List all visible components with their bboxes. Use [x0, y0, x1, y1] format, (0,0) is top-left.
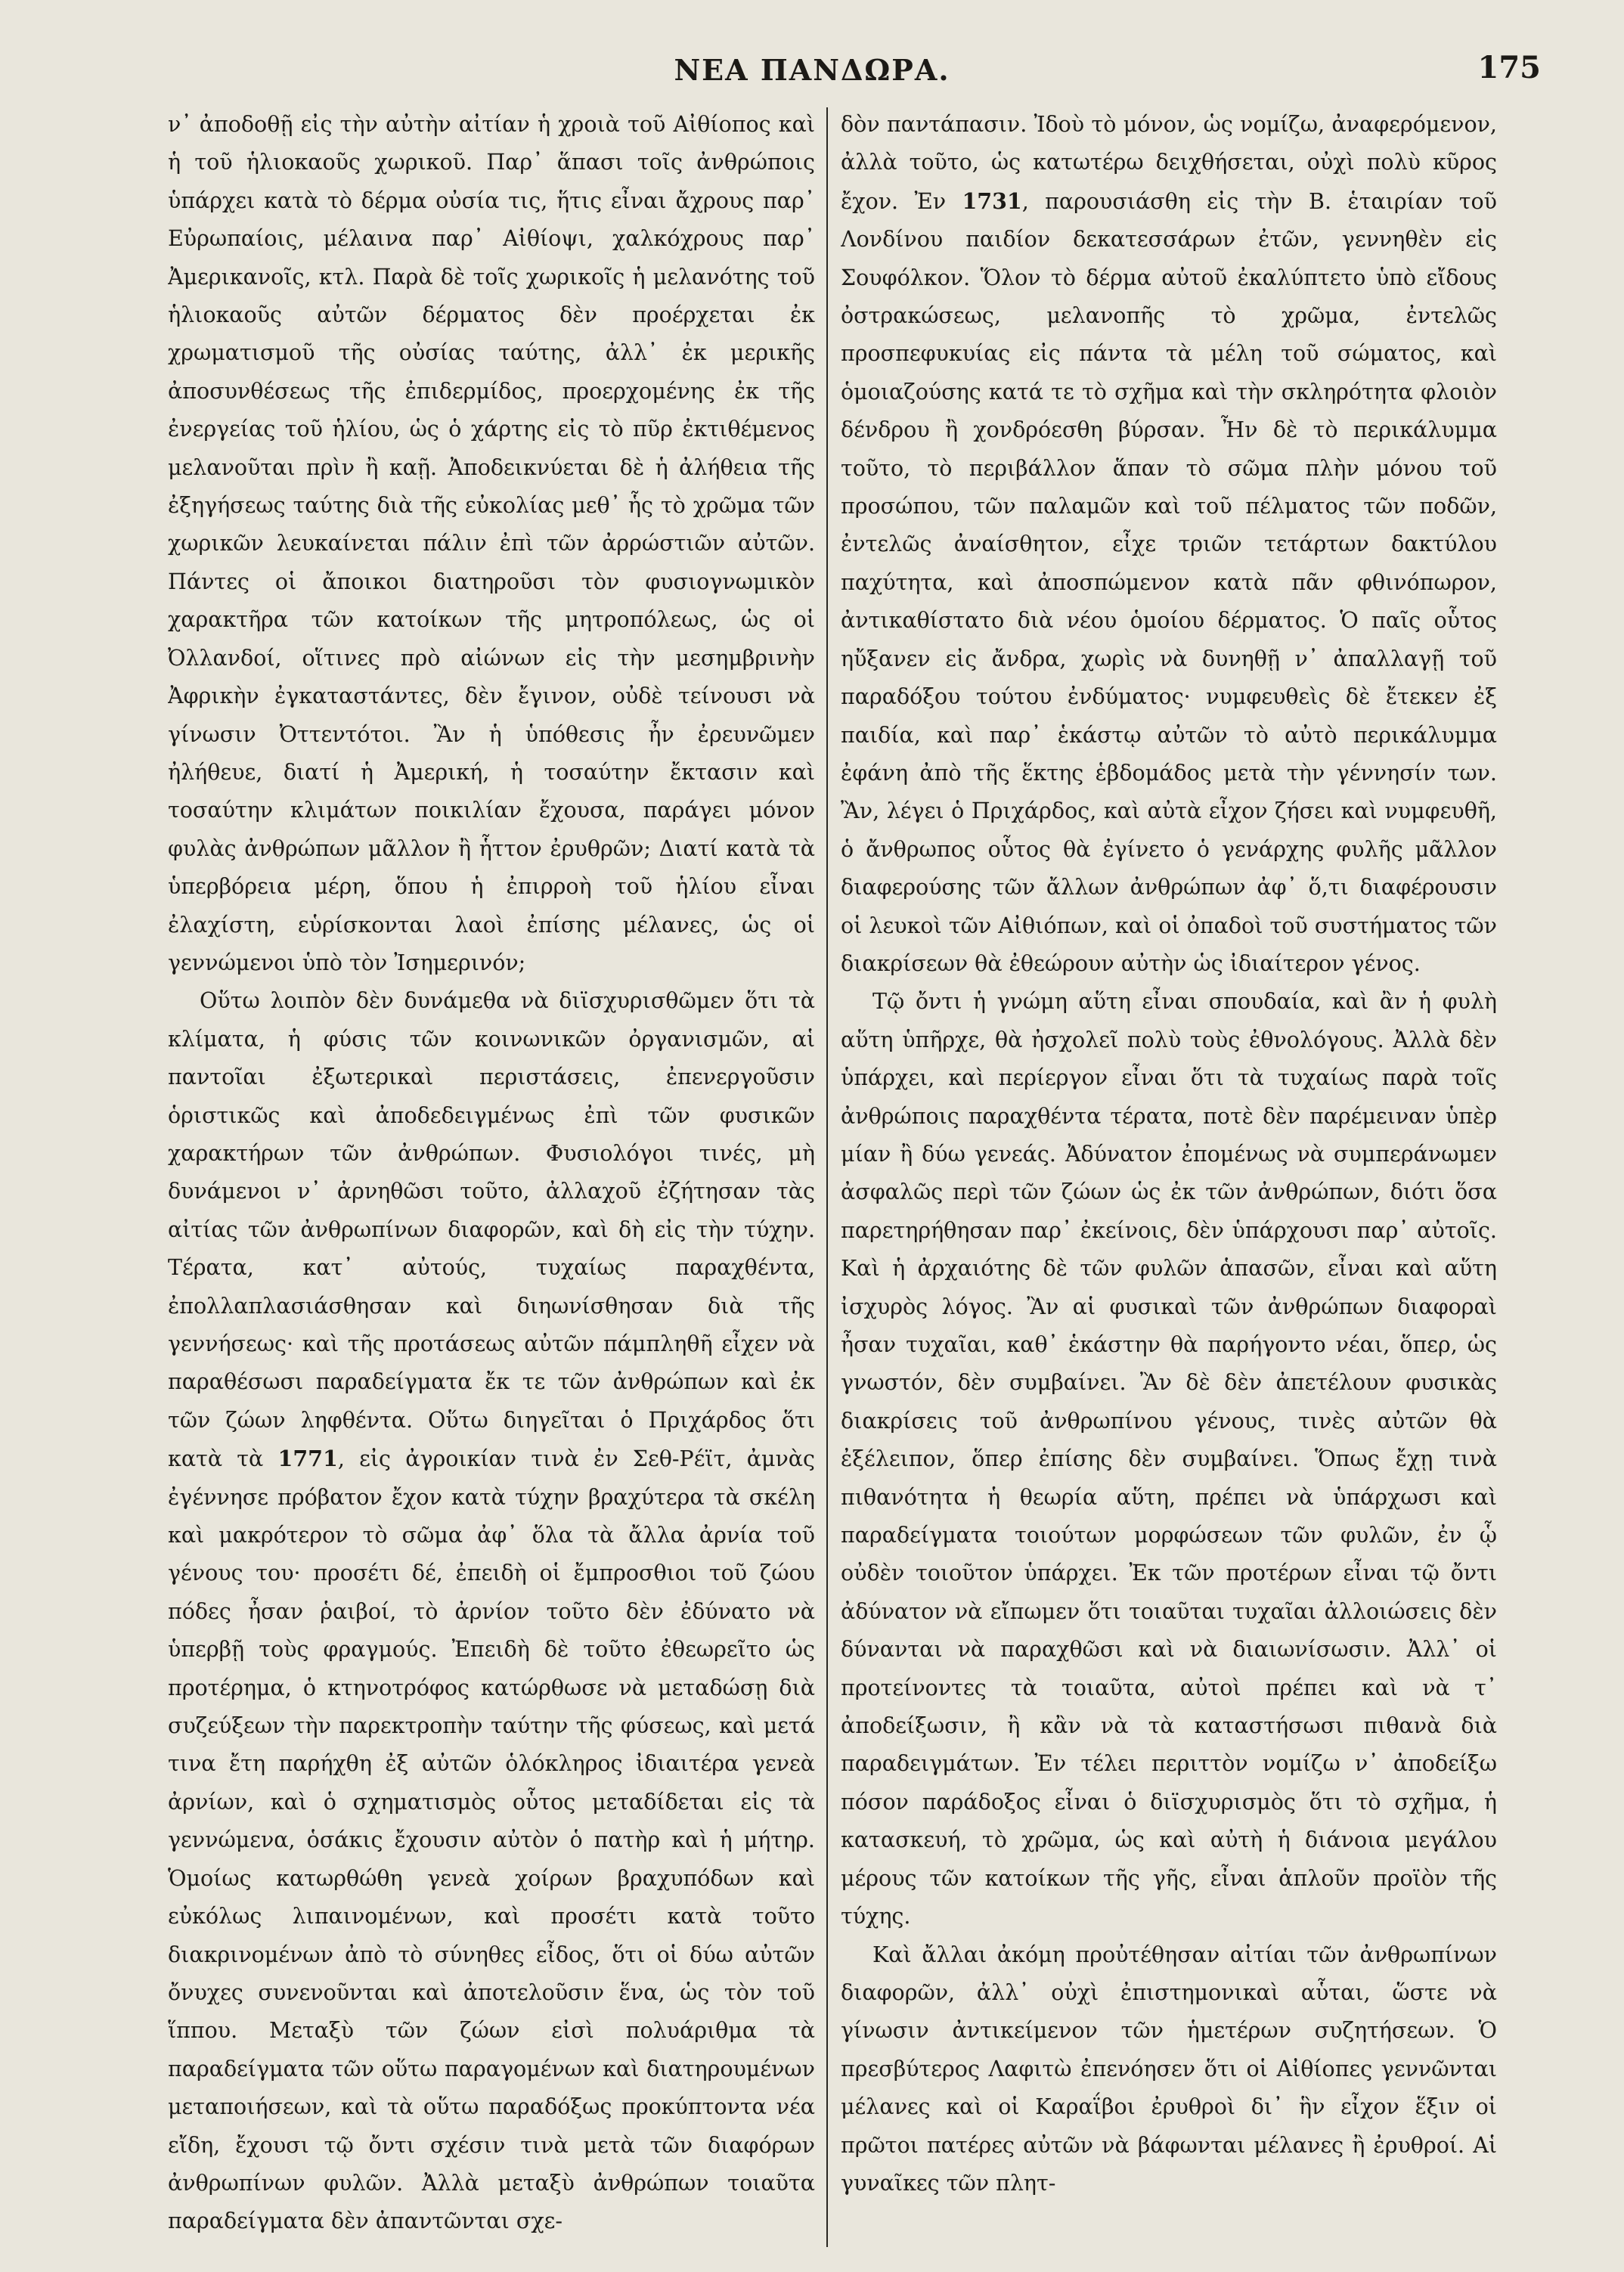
paragraph [841, 1936, 1497, 2203]
left-column [168, 106, 815, 2246]
paragraph [168, 106, 815, 982]
column-divider [826, 107, 828, 2247]
paragraph-text: Τῷ ὄντι ἡ γνώμη αὕτη εἶναι σπουδαία, καὶ ἂν ἡ φυλὴ αὕτη ὑπῆρχε, θὰ ἠσχολεῖ πολὺ τοὺς ἐθνολόγους. Ἀλλὰ δὲν ὑπάρχει, καὶ περίεργον εἶναι ὅτι τὰ τυχαίως παρὰ τοῖς ἀνθρώποις παραχθέντα τέρατα, ποτὲ δὲν παρέμειναν ὑπὲρ μίαν ἢ δύω γενεάς. Ἀδύνατον ἐπομένως νὰ συμπεράνωμεν ἀσφαλῶς περὶ τῶν ζώων ὡς ἐκ τῶν ἀνθρώπων, διότι ὅσα παρετηρήθησαν παρ᾽ ἐκείνοις, δὲν ὑπάρχουσι παρ᾽ αὐτοῖς. Καὶ ἡ ἀρχαιότης δὲ τῶν φυλῶν ἁπασῶν, εἶναι καὶ αὕτη ἰσχυρὸς λόγος. Ἂν αἱ φυσικαὶ τῶν ἀνθρώπων διαφοραὶ ἦσαν τυχαῖαι, καθ᾽ ἑκάστην θὰ παρήγοντο νέαι, ὅπερ, ὡς γνωστόν, δὲν συμβαίνει. Ἂν δὲ δὲν ἀπετέλουν φυσικὰς διακρίσεις τοῦ ἀνθρωπίνου γένους, τινὲς αὐτῶν θὰ ἐξέλειπον, ὅπερ ἐπίσης δὲν συμβαίνει. Ὅπως ἔχῃ τινὰ πιθανότητα ἡ θεωρία αὕτη, πρέπει νὰ ὑπάρχωσι καὶ παραδείγματα τοιούτων μορφώσεων τῶν φυλῶν, ἐν ᾧ οὐδὲν τοιοῦτον ὑπάρχει. Ἐκ τῶν προτέρων εἶναι τῷ ὄντι ἀδύνατον νὰ εἴπωμεν ὅτι τοιαῦται τυχαῖαι ἀλλοιώσεις δὲν δύνανται νὰ παραχθῶσι καὶ νὰ διαιωνίσωσιν. Ἀλλ᾽ οἱ προτείνοντες τὰ τοιαῦτα, αὐτοὶ πρέπει καὶ νὰ τ᾽ ἀποδείξωσιν, ἢ κἂν νὰ τὰ καταστήσωσι πιθανὰ διὰ παραδειγμάτων. Ἐν τέλει περιττὸν νομίζω ν᾽ ἀποδείξω πόσον παράδοξος εἶναι ὁ διϊσχυρισμὸς ὅτι τὸ σχῆμα, ἡ κατασκευή, τὸ χρῶμα, ὡς καὶ αὐτὴ ἡ διάνοια μεγάλου μέρους τῶν κατοίκων τῆς γῆς, εἶναι ἁπλοῦν προϊὸν τῆς τύχης. [841, 989, 1497, 1929]
year-1771: 1771 [277, 1446, 338, 1472]
page-number: 175 [1477, 50, 1541, 85]
right-column [841, 106, 1497, 2246]
paragraph [841, 106, 1497, 983]
paragraph [841, 983, 1497, 1936]
paragraph-text: , παρουσιάσθη εἰς τὴν Β. ἑταιρίαν τοῦ Λονδίνου παιδίον δεκατεσσάρων ἐτῶν, γεννηθὲν εἰς Σουφόλκον. Ὅλον τὸ δέρμα αὐτοῦ ἐκαλύπτετο ὑπὸ εἴδους ὀστρακώσεως, μελανοπῆς τὸ χρῶμα, ἐντελῶς προσπεφυκυίας εἰς πάντα τὰ μέλη τοῦ σώματος, καὶ ὁμοιαζούσης κατά τε τὸ σχῆμα καὶ τὴν σκληρότητα φλοιὸν δένδρου ἢ χονδρόεσθη βύρσαν. Ἦν δὲ τὸ περικάλυμμα τοῦτο, τὸ περιβάλλον ἅπαν τὸ σῶμα πλὴν μόνου τοῦ προσώπου, τῶν παλαμῶν καὶ τοῦ πέλματος τῶν ποδῶν, ἐντελῶς ἀναίσθητον, εἶχε τριῶν τετάρτων δακτύλου παχύτητα, καὶ ἀποσπώμενον κατὰ πᾶν φθινόπωρον, ἀντικαθίστατο διὰ νέου ὁμοίου δέρματος. Ὁ παῖς οὗτος ηὔξανεν εἰς ἄνδρα, χωρὶς νὰ δυνηθῇ ν᾽ ἀπαλλαγῇ τοῦ παραδόξου τούτου ἐνδύματος· νυμφευθεὶς δὲ ἔτεκεν ἐξ παιδία, καὶ παρ᾽ ἑκάστῳ αὐτῶν τὸ αὐτὸ περικάλυμμα ἐφάνη ἀπὸ τῆς ἕκτης ἑβδομάδος μετὰ τὴν γέννησίν των. Ἂν, λέγει ὁ Πριχάρδος, καὶ αὐτὰ εἶχον ζήσει καὶ νυμφευθῆ, ὁ ἄνθρωπος οὗτος θὰ ἐγίνετο ὁ γενάρχης φυλῆς μᾶλλον διαφερούσης τῶν ἄλλων ἀνθρώπων ἀφ᾽ ὅ,τι διαφέρουσιν οἱ λευκοὶ τῶν Αἰθιόπων, καὶ οἱ ὀπαδοὶ τοῦ συστήματος τῶν διακρίσεων θὰ ἐθεώρουν αὐτὴν ὡς ἰδιαίτερον γένος. [841, 188, 1497, 976]
paragraph [168, 982, 815, 2240]
paragraph-text: , εἰς ἀγροικίαν τινὰ ἐν Σεθ-Ρέϊτ, ἀμνὰς ἐγέννησε πρόβατον ἔχον κατὰ τύχην βραχύτερα τὰ σκέλη καὶ μακρότερον τὸ σῶμα ἀφ᾽ ὅλα τὰ ἄλλα ἀρνία τοῦ γένους του· προσέτι δέ, ἐπειδὴ οἱ ἔμπροσθιοι τοῦ ζώου πόδες ἦσαν ῥαιβοί, τὸ ἀρνίον τοῦτο δὲν ἐδύνατο νὰ ὑπερβῇ τοὺς φραγμούς. Ἐπειδὴ δὲ τοῦτο ἐθεωρεῖτο ὡς προτέρημα, ὁ κτηνοτρόφος κατώρθωσε νὰ μεταδώσῃ διὰ συζεύξεων τὴν παρεκτροπὴν ταύτην τῆς φύσεως, καὶ μετά τινα ἔτη παρήχθη ἐξ αὐτῶν ὁλόκληρος ἰδιαιτέρα γενεὰ ἀρνίων, καὶ ὁ σχηματισμὸς οὗτος μεταδίδεται εἰς τὰ γεννώμενα, ὁσάκις ἔχουσιν αὐτὸν ὁ πατὴρ καὶ ἡ μήτηρ. Ὁμοίως κατωρθώθη γενεὰ χοίρων βραχυπόδων καὶ εὐκόλως λιπαινομένων, καὶ προσέτι κατὰ τοῦτο διακρινομένων ἀπὸ τὸ σύνηθες εἶδος, ὅτι οἱ δύω αὐτῶν ὄνυχες συνενοῦνται καὶ ἀποτελοῦσιν ἕνα, ὡς τὸν τοῦ ἵππου. Μεταξὺ τῶν ζώων εἰσὶ πολυάριθμα τὰ παραδείγματα τῶν οὕτω παραγομένων καὶ διατηρουμένων μεταποιήσεων, καὶ τὰ οὕτω παραδόξως προκύπτοντα νέα εἴδη, ἔχουσι τῷ ὄντι σχέσιν τινὰ μετὰ τῶν διαφόρων ἀνθρωπίνων φυλῶν. Ἀλλὰ μεταξὺ ἀνθρώπων τοιαῦτα παραδείγματα δὲν ἀπαντῶνται σχε- [168, 1446, 815, 2234]
paragraph-text: δὸν παντάπασιν. Ἰδοὺ τὸ μόνον, ὡς νομίζω, ἀναφερόμενον, ἀλλὰ τοῦτο, ὡς κατωτέρω δειχθήσεται, οὐχὶ πολὺ κῦρος ἔχον. Ἐν [841, 112, 1497, 214]
paragraph-text: ν᾽ ἀποδοθῇ εἰς τὴν αὐτὴν αἰτίαν ἡ χροιὰ τοῦ Αἰθίοπος καὶ ἡ τοῦ ἡλιοκαοῦς χωρικοῦ. Παρ᾽ ἅπασι τοῖς ἀνθρώποις ὑπάρχει κατὰ τὸ δέρμα οὐσία τις, ἥτις εἶναι ἄχρους παρ᾽ Εὐρωπαίοις, μέλαινα παρ᾽ Αἰθίοψι, χαλκόχρους παρ᾽ Ἀμερικανοῖς, κτλ. Παρὰ δὲ τοῖς χωρικοῖς ἡ μελανότης τοῦ ἡλιοκαοῦς αὐτῶν δέρματος δὲν προέρχεται ἐκ χρωματισμοῦ τῆς οὐσίας ταύτης, ἀλλ᾽ ἐκ μερικῆς ἀποσυνθέσεως τῆς ἐπιδερμίδος, προερχομένης ἐκ τῆς ἐνεργείας τοῦ ἡλίου, ὡς ὁ χάρτης εἰς τὸ πῦρ ἐκτιθέμενος μελανοῦται πρὶν ἢ καῇ. Ἀποδεικνύεται δὲ ἡ ἀλήθεια τῆς ἐξηγήσεως ταύτης διὰ τῆς εὐκολίας μεθ᾽ ἧς τὸ χρῶμα τῶν χωρικῶν λευκαίνεται πάλιν ἐπὶ τῶν ἀρρώστιῶν αὐτῶν. Πάντες οἱ ἄποικοι διατηροῦσι τὸν φυσιογνωμικὸν χαρακτῆρα τῶν κατοίκων τῆς μητροπόλεως, ὡς οἱ Ὀλλανδοί, οἵτινες πρὸ αἰώνων εἰς τὴν μεσημβρινὴν Ἀφρικὴν ἐγκαταστάντες, δὲν ἔγινον, οὐδὲ τείνουσι νὰ γίνωσιν Ὀττεντότοι. Ἂν ἡ ὑπόθεσις ἦν ἐρευνῶμεν ἠλήθευε, διατί ἡ Ἀμερική, ἡ τοσαύτην ἔκτασιν καὶ τοσαύτην κλιμάτων ποικιλίαν ἔχουσα, παράγει μόνον φυλὰς ἀνθρώπων μᾶλλον ἢ ἧττον ἐρυθρῶν; Διατί κατὰ τὰ ὑπερβόρεια μέρη, ὅπου ἡ ἐπιρροὴ τοῦ ἡλίου εἶναι ἐλαχίστη, εὑρίσκονται λαοὶ ἐπίσης μέλανες, ὡς οἱ γεννώμενοι ὑπὸ τὸν Ἰσημερινόν; [168, 112, 815, 975]
year-1731: 1731 [962, 188, 1022, 214]
paragraph-text: Καὶ ἄλλαι ἀκόμη προὐτέθησαν αἰτίαι τῶν ἀνθρωπίνων διαφορῶν, ἀλλ᾽ οὐχὶ ἐπιστημονικαὶ αὗται, ὥστε νὰ γίνωσιν ἀντικείμενον τῶν ἡμετέρων συζητήσεων. Ὁ πρεσβύτερος Λαφιτὼ ἐπενόησεν ὅτι οἱ Αἰθίοπες γεννῶνται μέλανες καὶ οἱ Καραΐβοι ἐρυθροὶ δι᾽ ἣν εἶχον ἕξιν οἱ πρῶτοι πατέρες αὐτῶν νὰ βάφωνται μέλανες ἢ ἐρυθροί. Αἱ γυναῖκες τῶν πλητ- [841, 1942, 1497, 2196]
page-header-title: ΝΕΑ ΠΑΝΔΩΡΑ. [674, 53, 950, 87]
paragraph-text: Οὕτω λοιπὸν δὲν δυνάμεθα νὰ διϊσχυρισθῶμεν ὅτι τὰ κλίματα, ἡ φύσις τῶν κοινωνικῶν ὀργανισμῶν, αἱ παντοῖαι ἐξωτερικαὶ περιστάσεις, ἐπενεργοῦσιν ὁριστικῶς καὶ ἀποδεδειγμένως ἐπὶ τῶν φυσικῶν χαρακτήρων τῶν ἀνθρώπων. Φυσιολόγοι τινές, μὴ δυνάμενοι ν᾽ ἀρνηθῶσι τοῦτο, ἀλλαχοῦ ἐζήτησαν τὰς αἰτίας τῶν ἀνθρωπίνων διαφορῶν, καὶ δὴ εἰς τὴν τύχην. Τέρατα, κατ᾽ αὐτούς, τυχαίως παραχθέντα, ἐπολλαπλασιάσθησαν καὶ διηωνίσθησαν διὰ τῆς γεννήσεως· καὶ τῆς προτάσεως αὐτῶν πάμπληθῆ εἶχεν νὰ παραθέσωσι παραδείγματα ἔκ τε τῶν ἀνθρώπων καὶ ἐκ τῶν ζώων ληφθέντα. Οὕτω διηγεῖται ὁ Πριχάρδος ὅτι κατὰ τὰ [168, 988, 815, 1472]
